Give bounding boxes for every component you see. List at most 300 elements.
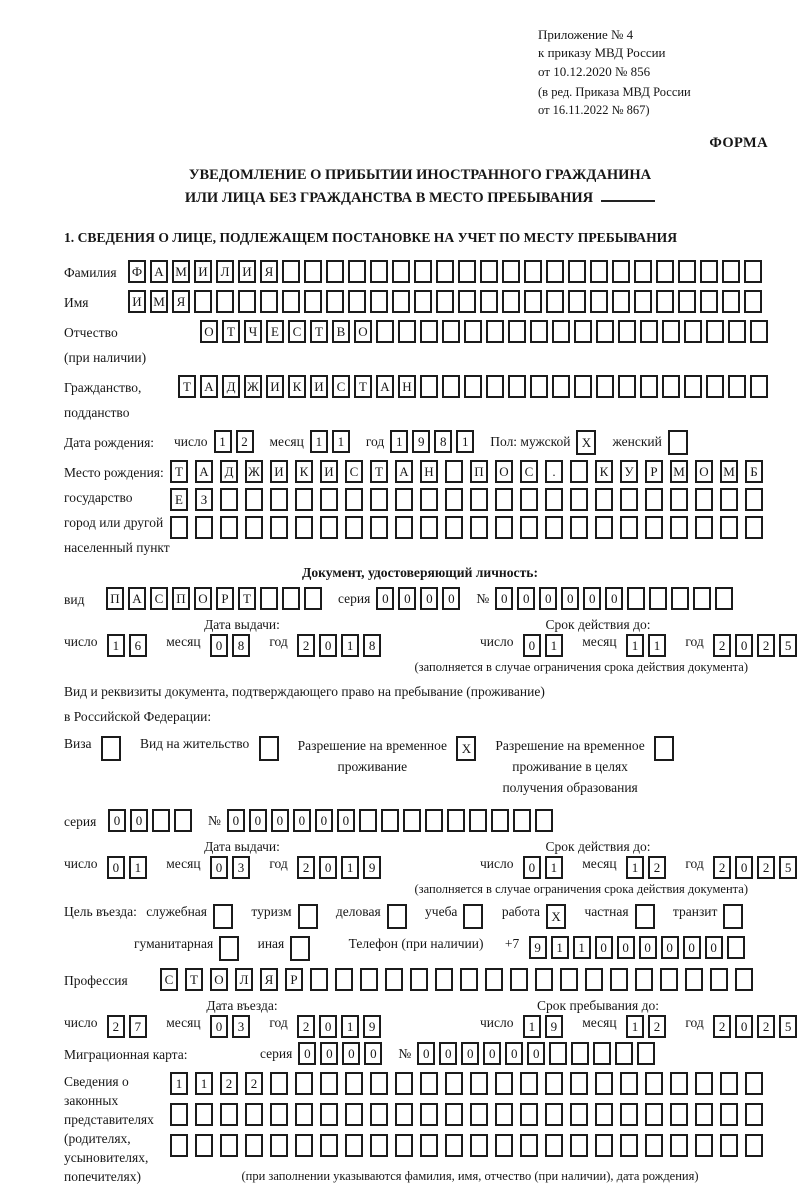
char-cell [720, 1134, 738, 1157]
surname-cells [128, 260, 766, 283]
purpose-label: Цель въезда: [64, 903, 137, 919]
char-cell: Т [170, 460, 188, 483]
residence-issue-month [210, 856, 254, 879]
char-cell: Е [170, 488, 188, 511]
char-cell [678, 260, 696, 283]
char-cell [304, 587, 322, 610]
year-label: год [685, 1014, 704, 1030]
char-cell [320, 488, 338, 511]
representatives-row-2 [170, 1103, 770, 1126]
char-cell [295, 1134, 313, 1157]
char-cell [174, 809, 192, 832]
char-cell: 1 [648, 634, 666, 657]
char-cell: С [288, 320, 306, 343]
sex-male-label: Пол: мужской [490, 434, 571, 450]
char-cell: Д [220, 460, 238, 483]
representatives-note: (при заполнении указываются фамилия, имя, отчество (при наличии), дата рождения) [241, 1168, 699, 1183]
char-cell: 2 [297, 856, 315, 879]
char-cell [282, 587, 300, 610]
char-cell: 5 [779, 1015, 797, 1038]
char-cell [530, 375, 548, 398]
identity-valid-month [626, 634, 670, 657]
residence-doc-intro-2: в Российской Федерации: [64, 709, 212, 725]
char-cell [445, 1103, 463, 1126]
char-cell: И [310, 375, 328, 398]
char-cell [480, 290, 498, 313]
char-cell [662, 320, 680, 343]
char-cell [295, 516, 313, 539]
char-cell [520, 488, 538, 511]
migration-series-cells [298, 1042, 386, 1065]
char-cell [615, 1042, 633, 1065]
char-cell [464, 375, 482, 398]
appendix-line: Приложение № 4 [538, 27, 634, 42]
char-cell: 8 [434, 430, 452, 453]
residence-permit-checkbox [259, 736, 283, 761]
char-cell: И [238, 260, 256, 283]
char-cell: У [620, 460, 638, 483]
char-cell: 2 [107, 1015, 125, 1038]
title-blank-line [601, 188, 655, 202]
identity-kind-cells [106, 587, 326, 610]
representatives-block [64, 1072, 776, 1195]
char-cell: 0 [364, 1042, 382, 1065]
char-cell: 0 [249, 809, 267, 832]
char-cell [700, 260, 718, 283]
char-cell: Т [370, 460, 388, 483]
char-cell [595, 1134, 613, 1157]
work-checkbox [546, 904, 570, 929]
char-cell [750, 375, 768, 398]
char-cell [715, 587, 733, 610]
char-cell [295, 1072, 313, 1095]
char-cell: 0 [130, 809, 148, 832]
char-cell [745, 1134, 763, 1157]
char-cell [485, 968, 503, 991]
char-cell [502, 290, 520, 313]
char-cell [420, 488, 438, 511]
char-cell [645, 516, 663, 539]
char-cell [574, 320, 592, 343]
residence-doc-intro-1: Вид и реквизиты документа, подтверждающего право на пребывание (проживание) [64, 684, 545, 700]
char-cell [458, 290, 476, 313]
citizenship-cells [178, 375, 772, 398]
char-cell [678, 290, 696, 313]
char-cell: П [470, 460, 488, 483]
char-cell [270, 1103, 288, 1126]
char-cell: Р [285, 968, 303, 991]
char-cell [645, 1134, 663, 1157]
char-cell [395, 1103, 413, 1126]
sex-female-checkbox [668, 430, 692, 455]
identity-series-cells [376, 587, 464, 610]
char-cell [320, 1103, 338, 1126]
birth-place-label: Место рождения: государство город или другой населенный пункт [64, 465, 170, 556]
char-cell: 0 [583, 587, 601, 610]
char-cell [304, 260, 322, 283]
char-cell: 2 [648, 1015, 666, 1038]
char-cell: С [150, 587, 168, 610]
char-cell: Д [222, 375, 240, 398]
char-cell [570, 460, 588, 483]
char-cell: 0 [523, 634, 541, 657]
birth-day-cells [214, 430, 258, 453]
char-cell [445, 488, 463, 511]
char-cell: К [295, 460, 313, 483]
char-cell: Б [745, 460, 763, 483]
char-cell: Л [235, 968, 253, 991]
title-line-2: ИЛИ ЛИЦА БЕЗ ГРАЖДАНСТВА В МЕСТО ПРЕБЫВАНИЯ [64, 187, 776, 210]
char-cell [706, 375, 724, 398]
char-cell [170, 1134, 188, 1157]
phone-prefix: +7 [504, 935, 520, 951]
char-cell: 0 [210, 856, 228, 879]
birth-place-row-2 [170, 488, 770, 511]
char-cell [735, 968, 753, 991]
identity-doc-heading: Документ, удостоверяющий личность: [302, 565, 538, 581]
entry-month [210, 1015, 254, 1038]
char-cell: 1 [545, 856, 563, 879]
day-label: число [480, 1014, 514, 1030]
valid-until-title: Срок действия до: [545, 617, 651, 633]
char-cell: А [200, 375, 218, 398]
char-cell: Я [260, 968, 278, 991]
char-cell: 2 [297, 1015, 315, 1038]
char-cell: 1 [107, 634, 125, 657]
char-cell [170, 516, 188, 539]
valid-until-title: Срок действия до: [545, 838, 651, 854]
residence-doc-dates [64, 855, 792, 879]
char-cell [335, 968, 353, 991]
visa-checkbox [101, 736, 125, 761]
char-cell: Ж [245, 460, 263, 483]
char-cell: 0 [561, 587, 579, 610]
residence-valid-month [626, 856, 670, 879]
char-cell [370, 1103, 388, 1126]
char-cell: 2 [236, 430, 254, 453]
char-cell [520, 516, 538, 539]
citizenship-label: Гражданство, подданство [64, 380, 142, 421]
char-cell: 2 [245, 1072, 263, 1095]
char-cell: 0 [523, 856, 541, 879]
sex-female-label: женский [612, 434, 662, 450]
char-cell: 1 [341, 856, 359, 879]
char-cell [649, 587, 667, 610]
char-cell [270, 1072, 288, 1095]
month-label: месяц [269, 434, 304, 450]
char-cell [568, 260, 586, 283]
char-cell [635, 904, 655, 929]
identity-doc-kind-row [64, 587, 776, 612]
char-cell [549, 1042, 567, 1065]
field-firstname [64, 290, 776, 315]
field-birth-place [64, 460, 776, 560]
char-cell [442, 375, 460, 398]
char-cell: 1 [523, 1015, 541, 1038]
char-cell: М [720, 460, 738, 483]
validity-note: (заполняется в случае ограничения срока действия документа) [414, 881, 748, 896]
char-cell [640, 320, 658, 343]
char-cell: М [172, 260, 190, 283]
char-cell: 0 [271, 809, 289, 832]
char-cell [370, 1134, 388, 1157]
identity-issue-day [107, 634, 151, 657]
birth-place-row-1 [170, 460, 770, 483]
char-cell: Р [216, 587, 234, 610]
char-cell [618, 320, 636, 343]
char-cell: 1 [626, 634, 644, 657]
field-patronymic [64, 320, 776, 370]
char-cell: 9 [529, 936, 547, 959]
char-cell [392, 260, 410, 283]
char-cell: 2 [757, 1015, 775, 1038]
char-cell [750, 320, 768, 343]
identity-doc-date-titles [64, 617, 776, 633]
firstname-label: Имя [64, 295, 89, 311]
residence-valid-day [523, 856, 567, 879]
char-cell [414, 260, 432, 283]
char-cell [620, 1103, 638, 1126]
char-cell [295, 488, 313, 511]
char-cell: Т [238, 587, 256, 610]
char-cell [685, 968, 703, 991]
commercial-checkbox [387, 904, 411, 929]
char-cell: 1 [545, 634, 563, 657]
char-cell [745, 488, 763, 511]
char-cell [620, 516, 638, 539]
char-cell [345, 1103, 363, 1126]
identity-kind-label: вид [64, 592, 85, 608]
char-cell [684, 320, 702, 343]
char-cell: 0 [420, 587, 438, 610]
char-cell [392, 290, 410, 313]
char-cell: 0 [108, 809, 126, 832]
series-label: серия [338, 591, 371, 607]
residence-issue-year [297, 856, 385, 879]
char-cell: О [495, 460, 513, 483]
appendix-line: к приказу МВД России [538, 45, 666, 61]
char-cell [610, 968, 628, 991]
char-cell [720, 1072, 738, 1095]
char-cell [420, 1103, 438, 1126]
identity-issue-date [64, 634, 420, 657]
char-cell [570, 1072, 588, 1095]
purpose-row-1 [64, 904, 776, 929]
purpose-row-2 [64, 936, 776, 961]
char-cell [195, 1134, 213, 1157]
issue-date-title: Дата выдачи: [204, 617, 280, 633]
char-cell [513, 809, 531, 832]
char-cell [486, 320, 504, 343]
char-cell [612, 260, 630, 283]
char-cell [304, 290, 322, 313]
char-cell [508, 320, 526, 343]
phone-cells [529, 936, 749, 959]
month-label: месяц [166, 1014, 201, 1030]
char-cell: О [695, 460, 713, 483]
char-cell [259, 736, 279, 761]
temp-permit-checkbox [456, 736, 480, 761]
char-cell [745, 1072, 763, 1095]
firstname-cells [128, 290, 766, 313]
char-cell [398, 320, 416, 343]
char-cell: К [595, 460, 613, 483]
char-cell [635, 968, 653, 991]
char-cell [571, 1042, 589, 1065]
char-cell: 7 [129, 1015, 147, 1038]
char-cell: И [128, 290, 146, 313]
migration-card-row [64, 1042, 776, 1067]
char-cell: 0 [210, 1015, 228, 1038]
char-cell: 1 [129, 856, 147, 879]
char-cell [695, 1134, 713, 1157]
residence-issue-date [64, 856, 420, 879]
char-cell [634, 260, 652, 283]
char-cell [470, 488, 488, 511]
number-sign: № [208, 812, 221, 828]
form-word: ФОРМА [709, 134, 768, 151]
char-cell [385, 968, 403, 991]
tourism-checkbox [298, 904, 322, 929]
char-cell [596, 375, 614, 398]
char-cell [395, 1134, 413, 1157]
char-cell [670, 1072, 688, 1095]
char-cell [260, 587, 278, 610]
char-cell [745, 516, 763, 539]
char-cell [693, 587, 711, 610]
char-cell [491, 809, 509, 832]
char-cell: 0 [342, 1042, 360, 1065]
char-cell [320, 1072, 338, 1095]
char-cell [545, 488, 563, 511]
char-cell [670, 488, 688, 511]
series-label: серия [260, 1045, 293, 1061]
char-cell [668, 430, 688, 455]
char-cell: Т [354, 375, 372, 398]
char-cell [671, 587, 689, 610]
char-cell: 9 [363, 1015, 381, 1038]
char-cell: С [160, 968, 178, 991]
temp-permit-label: Разрешение на временное проживание [297, 738, 448, 774]
char-cell: 0 [527, 1042, 545, 1065]
validity-note: (заполняется в случае ограничения срока действия документа) [414, 660, 748, 675]
char-cell [520, 1103, 538, 1126]
day-label: число [480, 855, 514, 871]
char-cell [545, 1103, 563, 1126]
char-cell: 8 [232, 634, 250, 657]
char-cell [445, 1072, 463, 1095]
char-cell: 8 [363, 634, 381, 657]
char-cell [420, 375, 438, 398]
char-cell [270, 488, 288, 511]
char-cell [706, 320, 724, 343]
char-cell [722, 260, 740, 283]
stay-until-date [420, 1014, 792, 1038]
char-cell [495, 1072, 513, 1095]
char-cell [414, 290, 432, 313]
char-cell [463, 904, 483, 929]
title-line-1: УВЕДОМЛЕНИЕ О ПРИБЫТИИ ИНОСТРАННОГО ГРАЖДАНИНА [188, 166, 652, 183]
char-cell [670, 1103, 688, 1126]
option-transit: транзит [673, 904, 748, 919]
char-cell [152, 809, 170, 832]
char-cell: 2 [713, 634, 731, 657]
entry-date [64, 1015, 420, 1038]
char-cell: А [195, 460, 213, 483]
char-cell [480, 260, 498, 283]
identity-number-cells [495, 587, 737, 610]
visa-label: Виза [64, 736, 92, 752]
char-cell [220, 516, 238, 539]
char-cell: 0 [417, 1042, 435, 1065]
char-cell [495, 1103, 513, 1126]
char-cell: П [172, 587, 190, 610]
day-label: число [174, 434, 208, 450]
char-cell: 3 [232, 1015, 250, 1038]
char-cell: . [545, 460, 563, 483]
char-cell: А [128, 587, 146, 610]
char-cell: 1 [332, 430, 350, 453]
char-cell [695, 516, 713, 539]
char-cell [219, 936, 239, 961]
char-cell [710, 968, 728, 991]
option-other: иная [258, 936, 315, 951]
char-cell [101, 736, 121, 761]
day-label: число [64, 1014, 98, 1030]
char-cell: З [195, 488, 213, 511]
char-cell: 0 [517, 587, 535, 610]
residence-valid-until-date [420, 855, 792, 879]
char-cell: X [456, 736, 476, 761]
residence-number-cells [227, 809, 557, 832]
char-cell: 6 [129, 634, 147, 657]
char-cell [195, 516, 213, 539]
residence-doc-date-titles [64, 839, 776, 855]
residence-permit-label: Вид на жительство [139, 736, 250, 752]
char-cell [270, 1134, 288, 1157]
char-cell [220, 488, 238, 511]
edu-permit-label: Разрешение на временное проживание в целях получения образования [495, 738, 645, 795]
char-cell [359, 809, 377, 832]
char-cell: 0 [293, 809, 311, 832]
char-cell [425, 809, 443, 832]
identity-valid-until-date [420, 634, 792, 657]
char-cell [298, 904, 318, 929]
char-cell [560, 968, 578, 991]
char-cell: 9 [412, 430, 430, 453]
char-cell [370, 516, 388, 539]
char-cell: 1 [195, 1072, 213, 1095]
surname-label: Фамилия [64, 265, 117, 281]
char-cell: 0 [210, 634, 228, 657]
char-cell [260, 290, 278, 313]
entry-date-title: Дата въезда: [206, 997, 278, 1013]
sex-male-checkbox [576, 430, 600, 455]
char-cell: С [332, 375, 350, 398]
birth-date-label: Дата рождения: [64, 435, 155, 451]
day-label: число [480, 634, 514, 650]
birth-year-cells [390, 430, 478, 453]
char-cell: 1 [390, 430, 408, 453]
char-cell [220, 1103, 238, 1126]
char-cell: 2 [713, 1015, 731, 1038]
char-cell [723, 904, 743, 929]
identity-doc-dates [64, 634, 792, 657]
char-cell [295, 1103, 313, 1126]
page-title [64, 164, 776, 210]
char-cell [627, 587, 645, 610]
char-cell: М [670, 460, 688, 483]
